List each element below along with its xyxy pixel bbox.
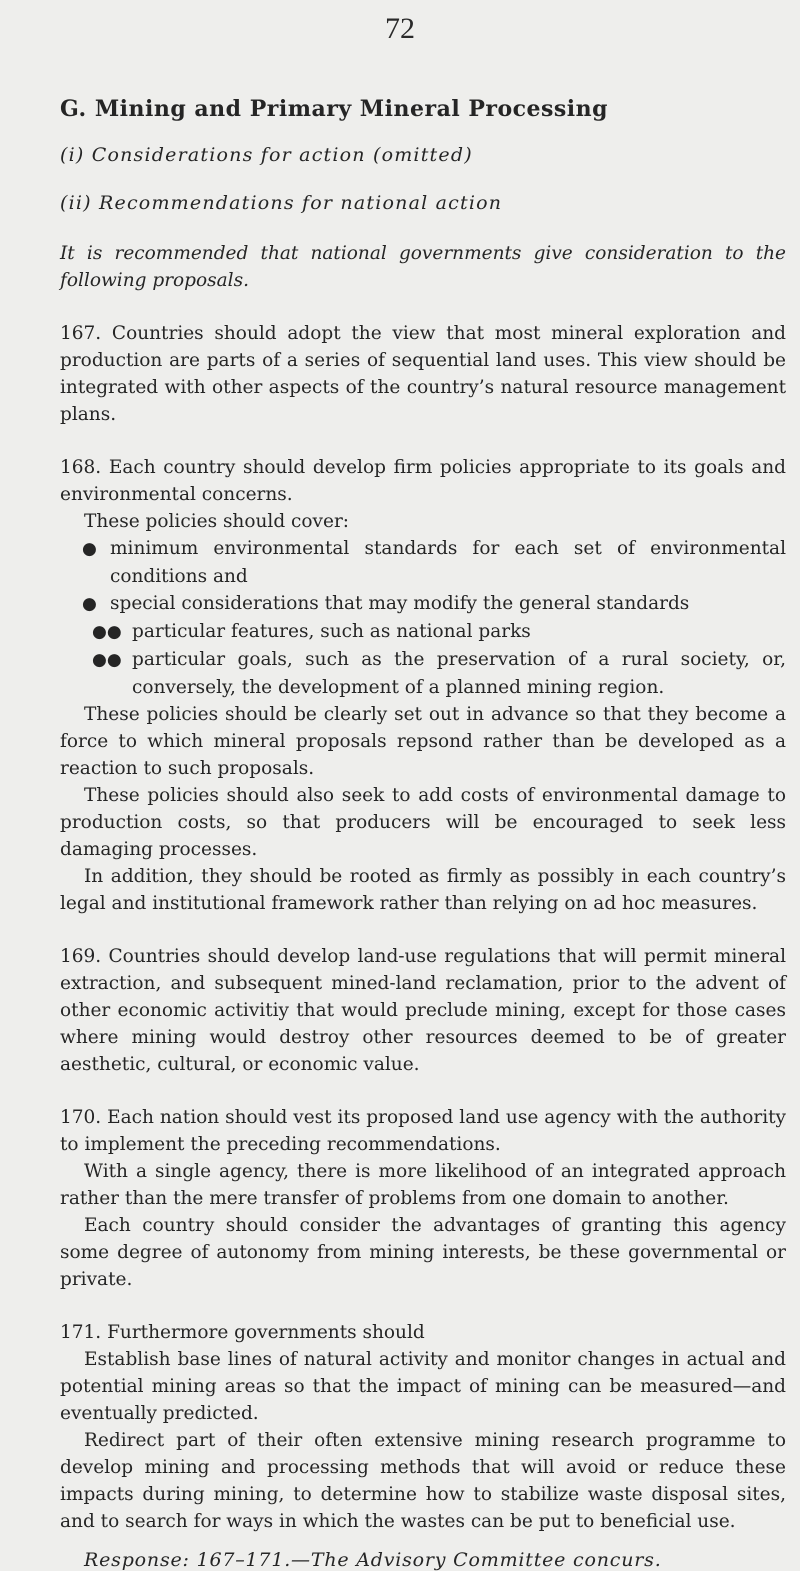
bullet-item xyxy=(60,535,786,590)
paragraph-170-para-1: With a single agency, there is more likelihood of an integrated approach rather than the mere transfer of problems from one domain to another. xyxy=(60,1161,786,1209)
page-number: 72 xyxy=(385,12,415,45)
paragraph-170-lead: 170. Each nation should vest its proposed land use agency with the authority to implement the preceding recommendations. xyxy=(60,1107,786,1155)
intro-paragraph: It is recommended that national governments give consideration to the following proposals. xyxy=(60,243,786,291)
bullet-icon: ● xyxy=(82,539,97,559)
paragraph-168-cover: These policies should cover: xyxy=(84,511,350,532)
sub-bullet-icon: ●● xyxy=(92,622,122,642)
sub-bullet-icon: ●● xyxy=(92,650,122,670)
paragraph-168-para-3: In addition, they should be rooted as firmly as possibly in each country’s legal and institutional framework rather than relying on ad hoc measures. xyxy=(60,866,786,914)
paragraph-168-lead: 168. Each country should develop firm policies appropriate to its goals and environmental concerns. xyxy=(60,457,786,505)
sub-bullet-text: particular goals, such as the preservation of a rural society, or, conversely, the development of a planned mining region. xyxy=(132,649,786,698)
bullet-item xyxy=(60,590,786,618)
paragraph-171-para-2: Redirect part of their often extensive mining research programme to develop mining and processing methods that will avoid or reduce these impacts during mining, to determine how to stabilize waste disposal sites, and to search for ways in which the wastes can be put to beneficial use. xyxy=(60,1430,786,1532)
paragraph-171-lead: 171. Furthermore governments should xyxy=(60,1322,425,1343)
bullet-icon: ● xyxy=(82,594,97,614)
document-body xyxy=(60,96,786,1571)
section-heading: G. Mining and Primary Mineral Processing xyxy=(60,96,609,122)
response-line: Response: 167–171.—The Advisory Committee concurs. xyxy=(84,1549,662,1571)
paragraph-168-para-1: These policies should be clearly set out in advance so that they become a force to which mineral proposals repsond rather than be developed as a reaction to such proposals. xyxy=(60,704,786,779)
subsection-recommendations: (ii) Recommendations for national action xyxy=(60,192,503,214)
sub-bullet-text: particular features, such as national parks xyxy=(132,621,531,642)
paragraph-170-para-2: Each country should consider the advantages of granting this agency some degree of autonomy from mining interests, be these governmental or private. xyxy=(60,1215,786,1290)
paragraph-168-para-2: These policies should also seek to add costs of environmental damage to production costs, so that producers will be encouraged to seek less damaging processes. xyxy=(60,785,786,860)
paragraph-167: 167. Countries should adopt the view that most mineral exploration and production are parts of a series of sequential land uses. This view should be integrated with other aspects of the country’s natural resource management plans. xyxy=(60,323,786,425)
bullet-text: minimum environmental standards for each set of environmental conditions and xyxy=(110,538,786,587)
subsection-considerations: (i) Considerations for action (omitted) xyxy=(60,144,473,166)
paragraph-171-para-1: Establish base lines of natural activity and monitor changes in actual and potential mining areas so that the impact of mining can be measured—and eventually predicted. xyxy=(60,1349,786,1424)
paragraph-169: 169. Countries should develop land-use regulations that will permit mineral extraction, and subsequent mined-land reclamation, prior to the advent of other economic activitiy that would preclude mining, except for those cases where mining would destroy other resources deemed to be of greater aesthetic, cultural, or economic value. xyxy=(60,946,786,1075)
sub-bullet-item xyxy=(60,646,786,701)
sub-bullet-item xyxy=(60,618,786,646)
bullet-text: special considerations that may modify the general standards xyxy=(110,593,690,614)
